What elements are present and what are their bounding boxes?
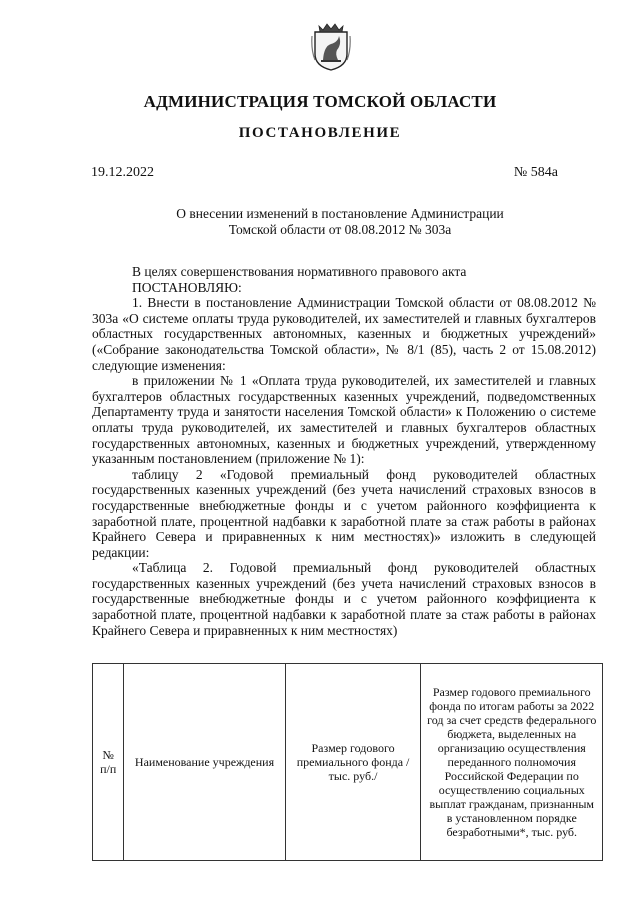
tomsk-oblast-coat-of-arms-icon — [311, 20, 351, 72]
paragraph: «Таблица 2. Годовой премиальный фонд руководителей областных государственных казенных учреждений (без учета начислений страховых взносов в государственные внебюджетные фонды и с учетом районного коэффициента к заработной плате, процентной надбавки к заработной плате за стаж работы в районах Крайнего Севера и приравненных к ним местностях) — [92, 560, 596, 638]
subject-line: О внесении изменений в постановление Администрации — [176, 206, 504, 221]
document-type: ПОСТАНОВЛЕНИЕ — [238, 125, 402, 141]
paragraph: в приложении № 1 «Оплата труда руководителей, их заместителей и главных бухгалтеров областных государственных казенных учреждений, подведомственных Департаменту труда и занятости населения Томской области» к Положению о системе оплаты труда руководителей, их заместителей и главных бухгалтеров областных государственных автономных, казенных и бюджетных учреждений, утвержденному указанным постановлением (приложение № 1): — [92, 373, 596, 467]
organization-title: АДМИНИСТРАЦИЯ ТОМСКОЙ ОБЛАСТИ — [143, 92, 497, 111]
paragraph: таблицу 2 «Годовой премиальный фонд руководителей областных государственных казенных учреждений (без учета начислений страховых взносов в государственные внебюджетные фонды и с учетом районного коэффициента к заработной плате, процентной надбавки к заработной плате за стаж работы в районах Крайнего Севера и приравненных к ним местностях)» изложить в следующей редакции: — [92, 466, 596, 560]
subject-line: Томской области от 08.08.2012 № 303а — [228, 222, 452, 237]
premium-fund-table — [92, 663, 603, 861]
document-number: № 584а — [513, 165, 558, 180]
table-header-cell: № п/п — [93, 664, 124, 861]
table-header-cell: Размер годового премиального фонда /тыс. руб./ — [285, 664, 421, 861]
table-header-cell: Наименование учреждения — [124, 664, 285, 861]
document-date: 19.12.2022 — [91, 165, 154, 180]
paragraph-resolve: ПОСТАНОВЛЯЮ: — [132, 279, 242, 295]
table-header-cell: Размер годового премиального фонда по итогам работы за 2022 год за счет средств федерального бюджета, выделенных на организацию осуществления переданного полномочия Российской Федерации по осуществлению социальных выплат гражданам, признанным в установленном порядке безработными*, тыс. руб. — [421, 664, 603, 861]
paragraph: В целях совершенствования нормативного правового акта — [132, 264, 467, 279]
paragraph: 1. Внести в постановление Администрации Томской области от 08.08.2012 № 303а «О системе оплаты труда руководителей, их заместителей и главных бухгалтеров областных государственных автономных, казенных и бюджетных учреждений» («Собрание законодательства Томской области», № 8/1 (85), часть 2 от 15.08.2012) следующие изменения: — [92, 295, 596, 373]
document-subject — [120, 206, 560, 238]
table-header-row — [93, 664, 603, 861]
document-body — [92, 264, 596, 638]
